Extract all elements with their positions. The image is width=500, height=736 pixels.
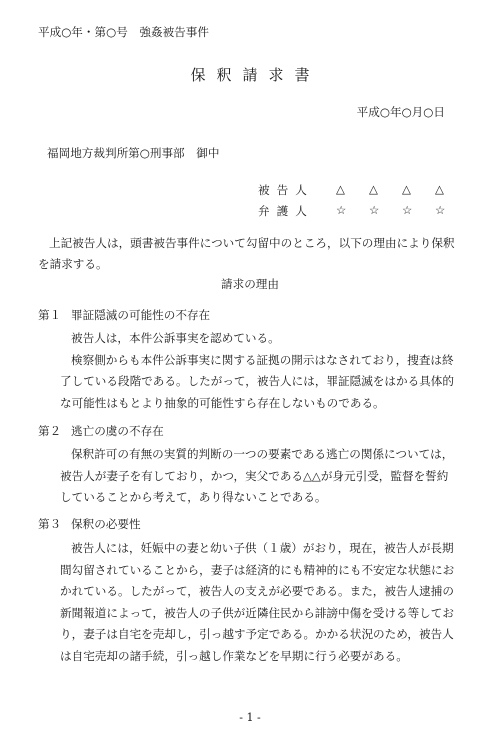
- name-placeholder-mark: ☆: [435, 203, 446, 217]
- case-line: 平成○年・第○号 強姦被告事件: [38, 25, 209, 39]
- section-number: 第３: [38, 517, 62, 531]
- name-placeholder-mark: △: [369, 182, 378, 196]
- body-line: は自宅売却の諸手続，引っ越し作業などを早期に行う必要がある。: [60, 648, 408, 663]
- section-title-text: 罪証隠滅の可能性の不存在: [71, 308, 211, 322]
- court-addressee: 福岡地方裁判所第○刑事部 御中: [47, 146, 220, 160]
- body-line: 被告人が妻子を有しており，かつ，実父である△△が身元引受，監督を誓約: [60, 468, 449, 483]
- body-line: 間勾留されていることから，妻子は経済的にも精神的にも不安定な状態にお: [60, 562, 455, 577]
- document-title: 保釈請求書: [190, 66, 321, 84]
- intro-line: 上記被告人は，頭書被告事件について勾留中のところ，以下の理由により保釈: [49, 236, 455, 250]
- reasons-heading: 請求の理由: [221, 277, 279, 291]
- section-title: [38, 423, 164, 439]
- section-title-text: 保釈の必要性: [71, 517, 141, 531]
- body-line: 被告人には，妊娠中の妻と幼い子供（１歳）がおり，現在，被告人が長期: [71, 541, 454, 555]
- name-placeholder-mark: △: [402, 182, 411, 196]
- section-number: 第１: [38, 308, 62, 322]
- section-title: [38, 307, 210, 323]
- document-date: 平成○年○月○日: [356, 105, 445, 119]
- page-number: - 1 -: [239, 711, 261, 724]
- intro-paragraph: [38, 233, 455, 275]
- section-title: [38, 516, 141, 532]
- name-placeholder-mark: △: [435, 182, 444, 196]
- party-role: 弁護人: [258, 204, 314, 218]
- party-role: 被告人: [258, 183, 314, 197]
- body-line: 被告人は，本件公訴事実を認めている。: [71, 331, 280, 345]
- section-number: 第２: [38, 424, 62, 438]
- body-line: り，妻子は自宅を売却し，引っ越す予定である。かかる状況のため，被告人: [60, 627, 454, 642]
- section-body: [60, 538, 454, 668]
- section-title-text: 逃亡の虞の不存在: [71, 424, 164, 438]
- body-line: していることから考えて，あり得ないことである。: [60, 490, 327, 505]
- body-line: 新聞報道によって，被告人の子供が近隣住民から誹謗中傷を受ける等してお: [60, 605, 454, 620]
- section-body: [60, 328, 454, 414]
- body-line: かれている。したがって，被告人の支えが必要である。また，被告人逮捕の: [60, 584, 454, 599]
- section-body: [60, 444, 453, 509]
- body-line: 了している段階である。したがって，被告人には，罪証隠滅をはかる具体的: [60, 374, 454, 389]
- intro-line: を請求する。: [38, 257, 108, 271]
- name-placeholder-mark: ☆: [336, 203, 347, 217]
- party-row-defendant: [258, 182, 468, 198]
- body-line: 保釈許可の有無の実質的判断の一つの要素である逃亡の関係については，: [71, 447, 454, 461]
- name-placeholder-mark: ☆: [369, 203, 380, 217]
- name-placeholder-mark: △: [336, 182, 345, 196]
- body-line: 検察側からも本件公訴事実に関する証拠の開示はなされており，捜査は終: [71, 352, 454, 367]
- name-placeholder-mark: ☆: [402, 203, 413, 217]
- body-line: な可能性はもとより抽象的可能性すら存在しないものである。: [60, 395, 385, 410]
- party-row-attorney: [258, 203, 468, 219]
